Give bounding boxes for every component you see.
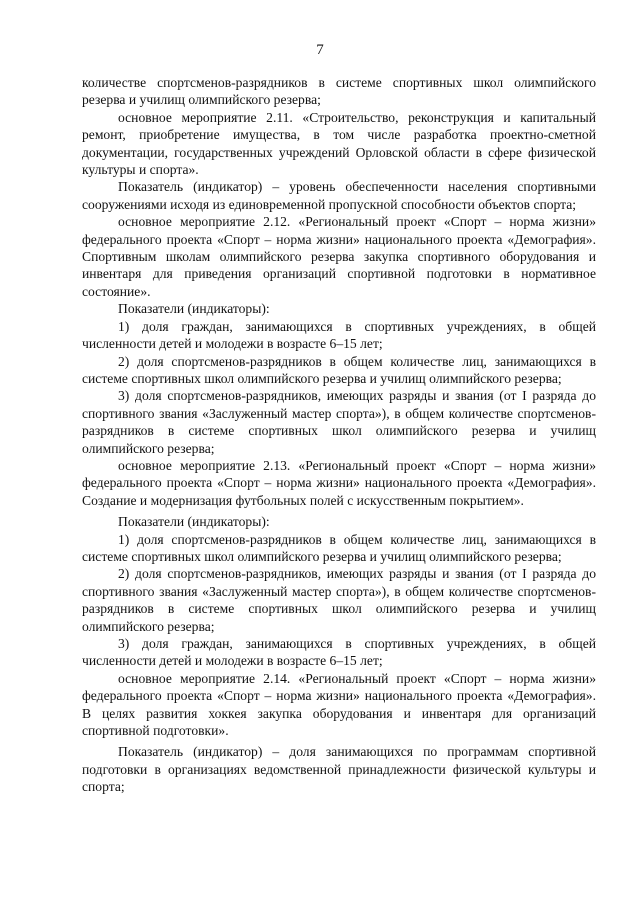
paragraph-12: 2) доля спортсменов-разрядников, имеющих разряды и звания (от I разряда до спортивного звания «Заслуженный мастер спорта»), в общем количестве спортсменов-разрядников в системе спортивных школ олимпийского резерва и училищ олимпийского резерва; (82, 566, 596, 634)
paragraph-7: 2) доля спортсменов-разрядников в общем количестве лиц, занимающихся в системе спортивных школ олимпийского резерва и училищ олимпийского резерва; (82, 353, 596, 386)
paragraph-13: 3) доля граждан, занимающихся в спортивных учреждениях, в общей численности детей и молодежи в возрасте 6–15 лет; (82, 636, 596, 669)
paragraph-5: Показатели (индикаторы): (118, 301, 270, 317)
paragraph-10: Показатели (индикаторы): (118, 514, 270, 530)
paragraph-9: основное мероприятие 2.13. «Региональный проект «Спорт – норма жизни» федерального проекта «Спорт – норма жизни» национального проекта «Демография». Создание и модернизация футбольных полей с искусственным покрытием». (82, 457, 596, 508)
paragraph-1: количестве спортсменов-разрядников в системе спортивных школ олимпийского резерва и училищ олимпийского резерва; (82, 75, 596, 108)
paragraph-3: Показатель (индикатор) – уровень обеспеченности населения спортивными сооружениями исходя из единовременной пропускной способности объектов спорта; (82, 179, 596, 212)
paragraph-8: 3) доля спортсменов-разрядников, имеющих разряды и звания (от I разряда до спортивного звания «Заслуженный мастер спорта»), в общем количестве спортсменов-разрядников в системе спортивных школ олимпийского резерва и училищ олимпийского резерва; (82, 388, 596, 456)
paragraph-14: основное мероприятие 2.14. «Региональный проект «Спорт – норма жизни» федерального проекта «Спорт – норма жизни» национального проекта «Демография». В целях развития хоккея закупка оборудования и инвентаря для организаций спортивной подготовки». (82, 670, 596, 739)
paragraph-4: основное мероприятие 2.12. «Региональный проект «Спорт – норма жизни» федерального проекта «Спорт – норма жизни» национального проекта «Демография». Спортивным школам олимпийского резерва закупка спортивного оборудования и инвентаря для приведения организаций спортивной подготовки в нормативное состояние». (82, 214, 596, 299)
paragraph-15: Показатель (индикатор) – доля занимающихся по программам спортивной подготовки в организациях ведомственной принадлежности физической культуры и спорта; (82, 744, 596, 795)
paragraph-2: основное мероприятие 2.11. «Строительство, реконструкция и капитальный ремонт, приобретение имущества, в том числе разработка проектно-сметной документации, государственных учреждений Орловской области в сфере физической культуры и спорта». (82, 109, 596, 178)
paragraph-6: 1) доля граждан, занимающихся в спортивных учреждениях, в общей численности детей и молодежи в возрасте 6–15 лет; (82, 318, 596, 352)
document-body (82, 74, 596, 796)
paragraph-11: 1) доля спортсменов-разрядников в общем количестве лиц, занимающихся в системе спортивных школ олимпийского резерва и училищ олимпийского резерва; (82, 531, 596, 564)
page-number: 7 (316, 42, 324, 58)
